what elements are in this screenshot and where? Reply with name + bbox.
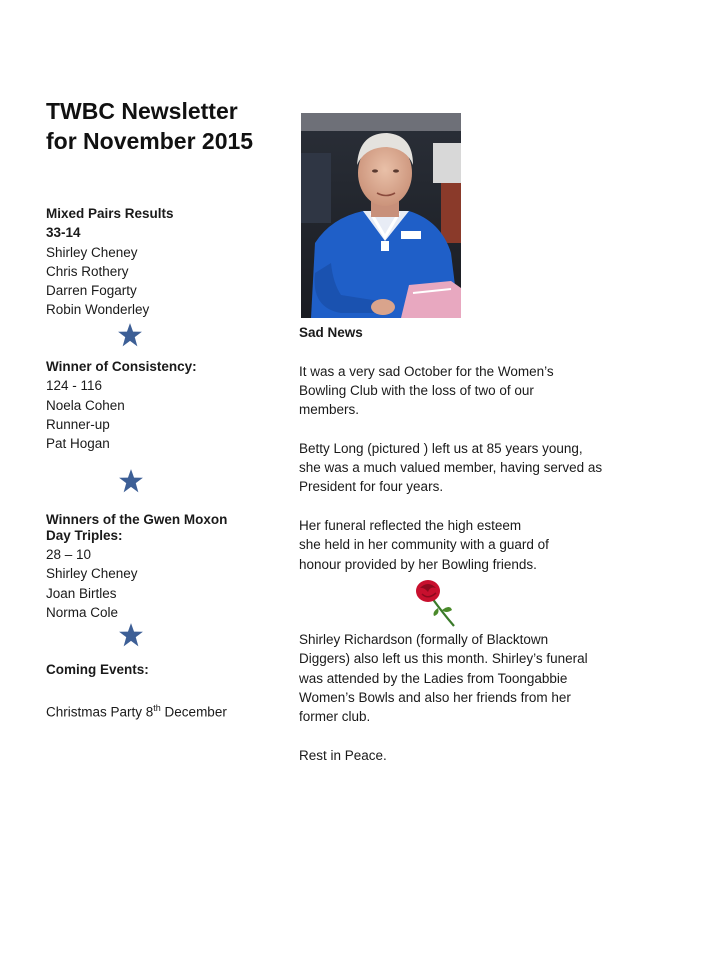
text-line: Diggers) also left us this month. Shirley’s funeral [299, 651, 588, 667]
text-line: President for four years. [299, 479, 444, 495]
player-name: Joan Birtles [46, 585, 117, 601]
player-name: Darren Fogarty [46, 283, 137, 299]
closing-line: Rest in Peace. [299, 747, 387, 763]
sad-news-heading: Sad News [299, 325, 363, 340]
player-name: Robin Wonderley [46, 302, 150, 318]
text-line: Women’s Bowls and also her friends from her [299, 689, 571, 705]
mixed-pairs-heading: Mixed Pairs Results [46, 206, 174, 221]
coming-events-heading: Coming Events: [46, 662, 149, 677]
gwen-moxon-heading-2: Day Triples: [46, 528, 123, 543]
title-line-1: TWBC Newsletter [46, 98, 238, 124]
sad-news-section [299, 323, 639, 574]
gwen-moxon-heading-1: Winners of the Gwen Moxon [46, 512, 228, 527]
player-name: Shirley Cheney [46, 566, 138, 582]
gwen-moxon-section [46, 512, 266, 544]
consistency-winner: Noela Cohen [46, 397, 125, 413]
text-line: former club. [299, 709, 371, 725]
consistency-score: 124 - 116 [46, 378, 103, 394]
player-name: Chris Rothery [46, 263, 129, 279]
coming-events-section [46, 660, 266, 721]
newsletter-title [46, 96, 286, 156]
betty-long-photo [301, 113, 461, 318]
gwen-moxon-score: 28 – 10 [46, 547, 92, 562]
consistency-section [46, 357, 266, 453]
gwen-moxon-results [46, 545, 266, 622]
text-line: she was a much valued member, having served as [299, 460, 603, 476]
coming-event-item: Christmas Party 8th December [46, 702, 227, 720]
text-line: Shirley Richardson (formally of Blacktown [299, 632, 549, 647]
sad-news-continued [299, 630, 639, 765]
consistency-heading: Winner of Consistency: [46, 359, 197, 374]
text-line: It was a very sad October for the Women’s [299, 363, 554, 379]
player-name: Norma Cole [46, 604, 119, 620]
title-line-2: for November 2015 [46, 128, 254, 154]
runner-up-label: Runner-up [46, 416, 110, 432]
text-line: she held in her community with a guard of [299, 537, 549, 553]
mixed-pairs-section [46, 204, 266, 320]
rose-icon [414, 578, 458, 628]
runner-up-name: Pat Hogan [46, 436, 110, 452]
mixed-pairs-score: 33-14 [46, 225, 81, 241]
text-line: Bowling Club with the loss of two of our [299, 382, 534, 398]
star-icon [117, 322, 143, 348]
star-icon [118, 622, 144, 648]
player-name: Shirley Cheney [46, 244, 138, 260]
text-line: was attended by the Ladies from Toongabbie [299, 670, 568, 686]
text-line: Betty Long (pictured ) left us at 85 years young, [299, 440, 583, 456]
text-line: honour provided by her Bowling friends. [299, 556, 537, 572]
text-line: members. [299, 402, 360, 418]
star-icon [118, 468, 144, 494]
text-line: Her funeral reflected the high esteem [299, 517, 522, 533]
